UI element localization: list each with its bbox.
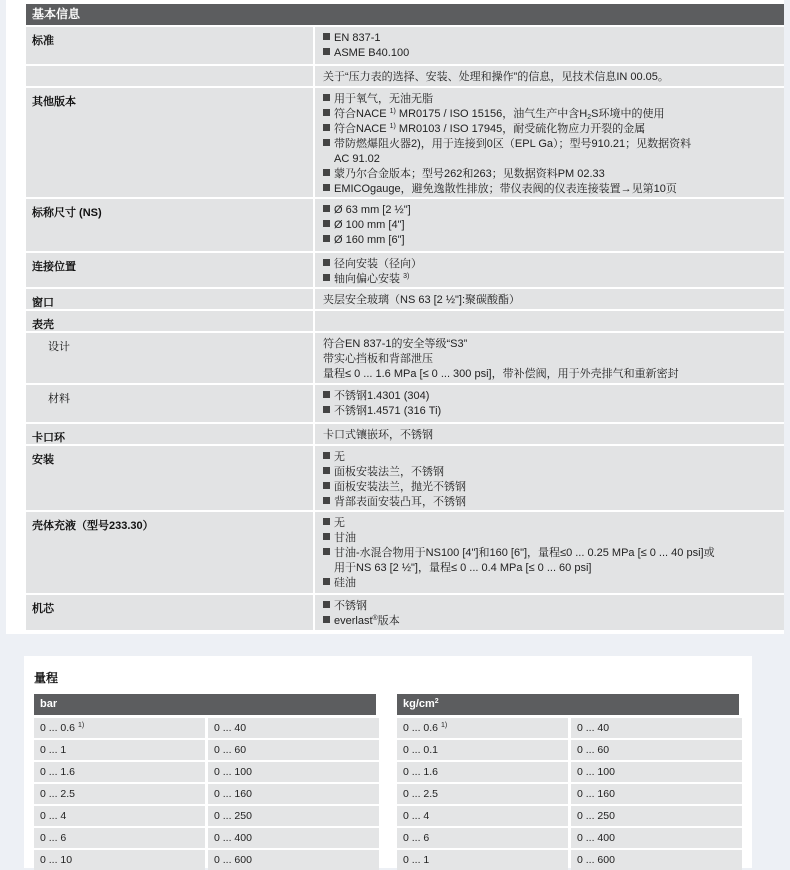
row-value bbox=[315, 424, 784, 444]
bullet-square-icon bbox=[323, 124, 330, 131]
row-value bbox=[315, 199, 784, 251]
row-value bbox=[315, 446, 784, 510]
value-line: AC 91.02 bbox=[334, 153, 380, 165]
spec-row bbox=[26, 289, 784, 309]
bullet-square-icon bbox=[323, 467, 330, 474]
bar-cell: 0 ... 400 bbox=[208, 828, 379, 848]
bullet-square-icon bbox=[323, 48, 330, 55]
value-line: 硅油 bbox=[323, 576, 776, 591]
value-line: EMICOgauge，避免逸散性排放；带仪表阀的仪表连接装置→见第10页 bbox=[323, 182, 776, 197]
bullet-square-icon bbox=[323, 391, 330, 398]
bar-cell: 0 ... 250 bbox=[208, 806, 379, 826]
kgcm2-cell: 0 ... 40 bbox=[571, 718, 742, 738]
kgcm2-cell: 0 ... 1 bbox=[397, 850, 568, 870]
bullet-square-icon bbox=[323, 235, 330, 242]
row-label: 表壳 bbox=[26, 311, 313, 331]
value-line: 符合NACE $^{1)}$ MR0103 / ISO 17945，耐受硫化物应力开裂的金属 bbox=[323, 122, 776, 137]
bullet-square-icon bbox=[323, 452, 330, 459]
row-value bbox=[315, 289, 784, 309]
spec-row bbox=[26, 595, 784, 630]
row-value bbox=[315, 595, 784, 630]
row-label: 材料 bbox=[26, 385, 313, 422]
value-line: 背部表面安装凸耳，不锈钢 bbox=[323, 495, 776, 510]
bullet-square-icon bbox=[323, 220, 330, 227]
kgcm2-cell: 0 ... 0.6 $^{1)}$ bbox=[397, 718, 568, 738]
bar-cell: 0 ... 4 bbox=[34, 806, 205, 826]
value-line: ASME B40.100 bbox=[323, 46, 776, 61]
bar-header: bar bbox=[34, 694, 376, 715]
value-line: 不锈钢 bbox=[323, 599, 776, 614]
spec-row bbox=[26, 66, 784, 86]
spec-row bbox=[26, 446, 784, 510]
ranges-title: 量程 bbox=[34, 671, 59, 685]
row-value bbox=[315, 512, 784, 593]
row-value bbox=[315, 88, 784, 197]
bar-cell: 0 ... 2.5 bbox=[34, 784, 205, 804]
row-label bbox=[26, 66, 313, 86]
value-line: 带实心挡板和背部泄压 bbox=[323, 353, 433, 365]
bullet-square-icon bbox=[323, 274, 330, 281]
bullet-square-icon bbox=[323, 548, 330, 555]
row-label: 壳体充液（型号233.30） bbox=[26, 512, 313, 593]
value-line: 甘油 bbox=[323, 531, 776, 546]
bar-cell: 0 ... 600 bbox=[208, 850, 379, 870]
section-header: 基本信息 bbox=[26, 4, 784, 25]
bullet-square-icon bbox=[323, 616, 330, 623]
row-label: 标称尺寸 (NS) bbox=[26, 199, 313, 251]
row-label: 卡口环 bbox=[26, 424, 313, 444]
value-line: 不锈钢1.4571 (316 Ti) bbox=[323, 404, 776, 419]
bullet-square-icon bbox=[323, 139, 330, 146]
spec-row bbox=[26, 199, 784, 251]
value-line: Ø 100 mm [4"] bbox=[323, 218, 776, 233]
kgcm2-cell: 0 ... 60 bbox=[571, 740, 742, 760]
value-line: EN 837-1 bbox=[323, 31, 776, 46]
value-line: 卡口式镶嵌环，不锈钢 bbox=[323, 429, 433, 441]
row-label: 其他版本 bbox=[26, 88, 313, 197]
spec-row bbox=[26, 253, 784, 287]
value-line: 无 bbox=[323, 450, 776, 465]
bullet-square-icon bbox=[323, 518, 330, 525]
kgcm2-cell: 0 ... 0.1 bbox=[397, 740, 568, 760]
spec-row bbox=[26, 27, 784, 64]
value-line: Ø 160 mm [6"] bbox=[323, 233, 776, 248]
row-label: 机芯 bbox=[26, 595, 313, 630]
row-label: 连接位置 bbox=[26, 253, 313, 287]
bar-cell: 0 ... 100 bbox=[208, 762, 379, 782]
bullet-square-icon bbox=[323, 169, 330, 176]
row-value bbox=[315, 253, 784, 287]
kgcm2-cell: 0 ... 600 bbox=[571, 850, 742, 870]
row-value bbox=[315, 311, 784, 331]
bar-cell: 0 ... 160 bbox=[208, 784, 379, 804]
bar-cell: 0 ... 40 bbox=[208, 718, 379, 738]
bullet-square-icon bbox=[323, 94, 330, 101]
bullet-square-icon bbox=[323, 578, 330, 585]
kgcm2-cell: 0 ... 160 bbox=[571, 784, 742, 804]
bar-cell: 0 ... 1.6 bbox=[34, 762, 205, 782]
value-line: 量程≤ 0 ... 1.6 MPa [≤ 0 ... 300 psi]，带补偿阀，用于外壳排气和重新密封 bbox=[323, 368, 679, 380]
kgcm2-cell: 0 ... 1.6 bbox=[397, 762, 568, 782]
row-value bbox=[315, 333, 784, 383]
row-label: 窗口 bbox=[26, 289, 313, 309]
bar-cell: 0 ... 6 bbox=[34, 828, 205, 848]
value-line: 径向安装（径向） bbox=[323, 257, 776, 272]
spec-row bbox=[26, 311, 784, 331]
value-line: 无 bbox=[323, 516, 776, 531]
spec-row bbox=[26, 385, 784, 422]
bullet-square-icon bbox=[323, 184, 330, 191]
bullet-square-icon bbox=[323, 497, 330, 504]
value-line: everlast®版本 bbox=[323, 614, 776, 629]
row-value bbox=[315, 66, 784, 86]
spec-row bbox=[26, 424, 784, 444]
spec-row bbox=[26, 88, 784, 197]
value-line: 带防燃爆阻火器2)，用于连接到0区（EPL Ga）；型号910.21；见数据资料 bbox=[323, 137, 776, 152]
bar-cell: 0 ... 0.6 $^{1)}$ bbox=[34, 718, 205, 738]
value-line: 面板安装法兰，不锈钢 bbox=[323, 465, 776, 480]
value-line: 关于“压力表的选择、安装、处理和操作”的信息，见技术信息IN 00.05。 bbox=[323, 71, 669, 83]
row-value bbox=[315, 385, 784, 422]
value-line: 用于氧气，无油无脂 bbox=[323, 92, 776, 107]
value-line: 不锈钢1.4301 (304) bbox=[323, 389, 776, 404]
kgcm2-cell: 0 ... 2.5 bbox=[397, 784, 568, 804]
kgcm2-cell: 0 ... 6 bbox=[397, 828, 568, 848]
bar-cell: 0 ... 60 bbox=[208, 740, 379, 760]
kgcm2-cell: 0 ... 4 bbox=[397, 806, 568, 826]
row-label: 标准 bbox=[26, 27, 313, 64]
value-line: 蒙乃尔合金版本；型号262和263；见数据资料PM 02.33 bbox=[323, 167, 776, 182]
row-label: 设计 bbox=[26, 333, 313, 383]
spec-row bbox=[26, 512, 784, 593]
value-line: Ø 63 mm [2 ½"] bbox=[323, 203, 776, 218]
value-line: 用于NS 63 [2 ½"]，量程≤ 0 ... 0.4 MPa [≤ 0 ... 60 psi] bbox=[334, 562, 592, 574]
kgcm2-cell: 0 ... 100 bbox=[571, 762, 742, 782]
kgcm2-cell: 0 ... 250 bbox=[571, 806, 742, 826]
bullet-square-icon bbox=[323, 205, 330, 212]
bar-cell: 0 ... 1 bbox=[34, 740, 205, 760]
row-value bbox=[315, 27, 784, 64]
bullet-square-icon bbox=[323, 533, 330, 540]
bullet-square-icon bbox=[323, 601, 330, 608]
value-line: 轴向偏心安装 $^{3)}$ bbox=[323, 272, 776, 287]
value-line: 甘油-水混合物用于NS100 [4"]和160 [6"]，量程≤0 ... 0.25 MPa [≤ 0 ... 40 psi]或 bbox=[323, 546, 776, 561]
value-line: 夹层安全玻璃（NS 63 [2 ½"]:聚碳酸酯） bbox=[323, 294, 521, 306]
bar-cell: 0 ... 10 bbox=[34, 850, 205, 870]
bullet-square-icon bbox=[323, 33, 330, 40]
bullet-square-icon bbox=[323, 109, 330, 116]
bullet-square-icon bbox=[323, 406, 330, 413]
value-line: 符合NACE $^{1)}$ MR0175 / ISO 15156，油气生产中含$H_2S$环境中的使用 bbox=[323, 107, 776, 122]
value-line: 面板安装法兰，抛光不锈钢 bbox=[323, 480, 776, 495]
kgcm2-cell: 0 ... 400 bbox=[571, 828, 742, 848]
bullet-square-icon bbox=[323, 259, 330, 266]
spec-row bbox=[26, 333, 784, 383]
kgcm2-header: $kg/cm^2$ bbox=[397, 694, 739, 715]
row-label: 安装 bbox=[26, 446, 313, 510]
value-line: 符合EN 837-1的安全等级“S3” bbox=[323, 338, 468, 350]
bullet-square-icon bbox=[323, 482, 330, 489]
